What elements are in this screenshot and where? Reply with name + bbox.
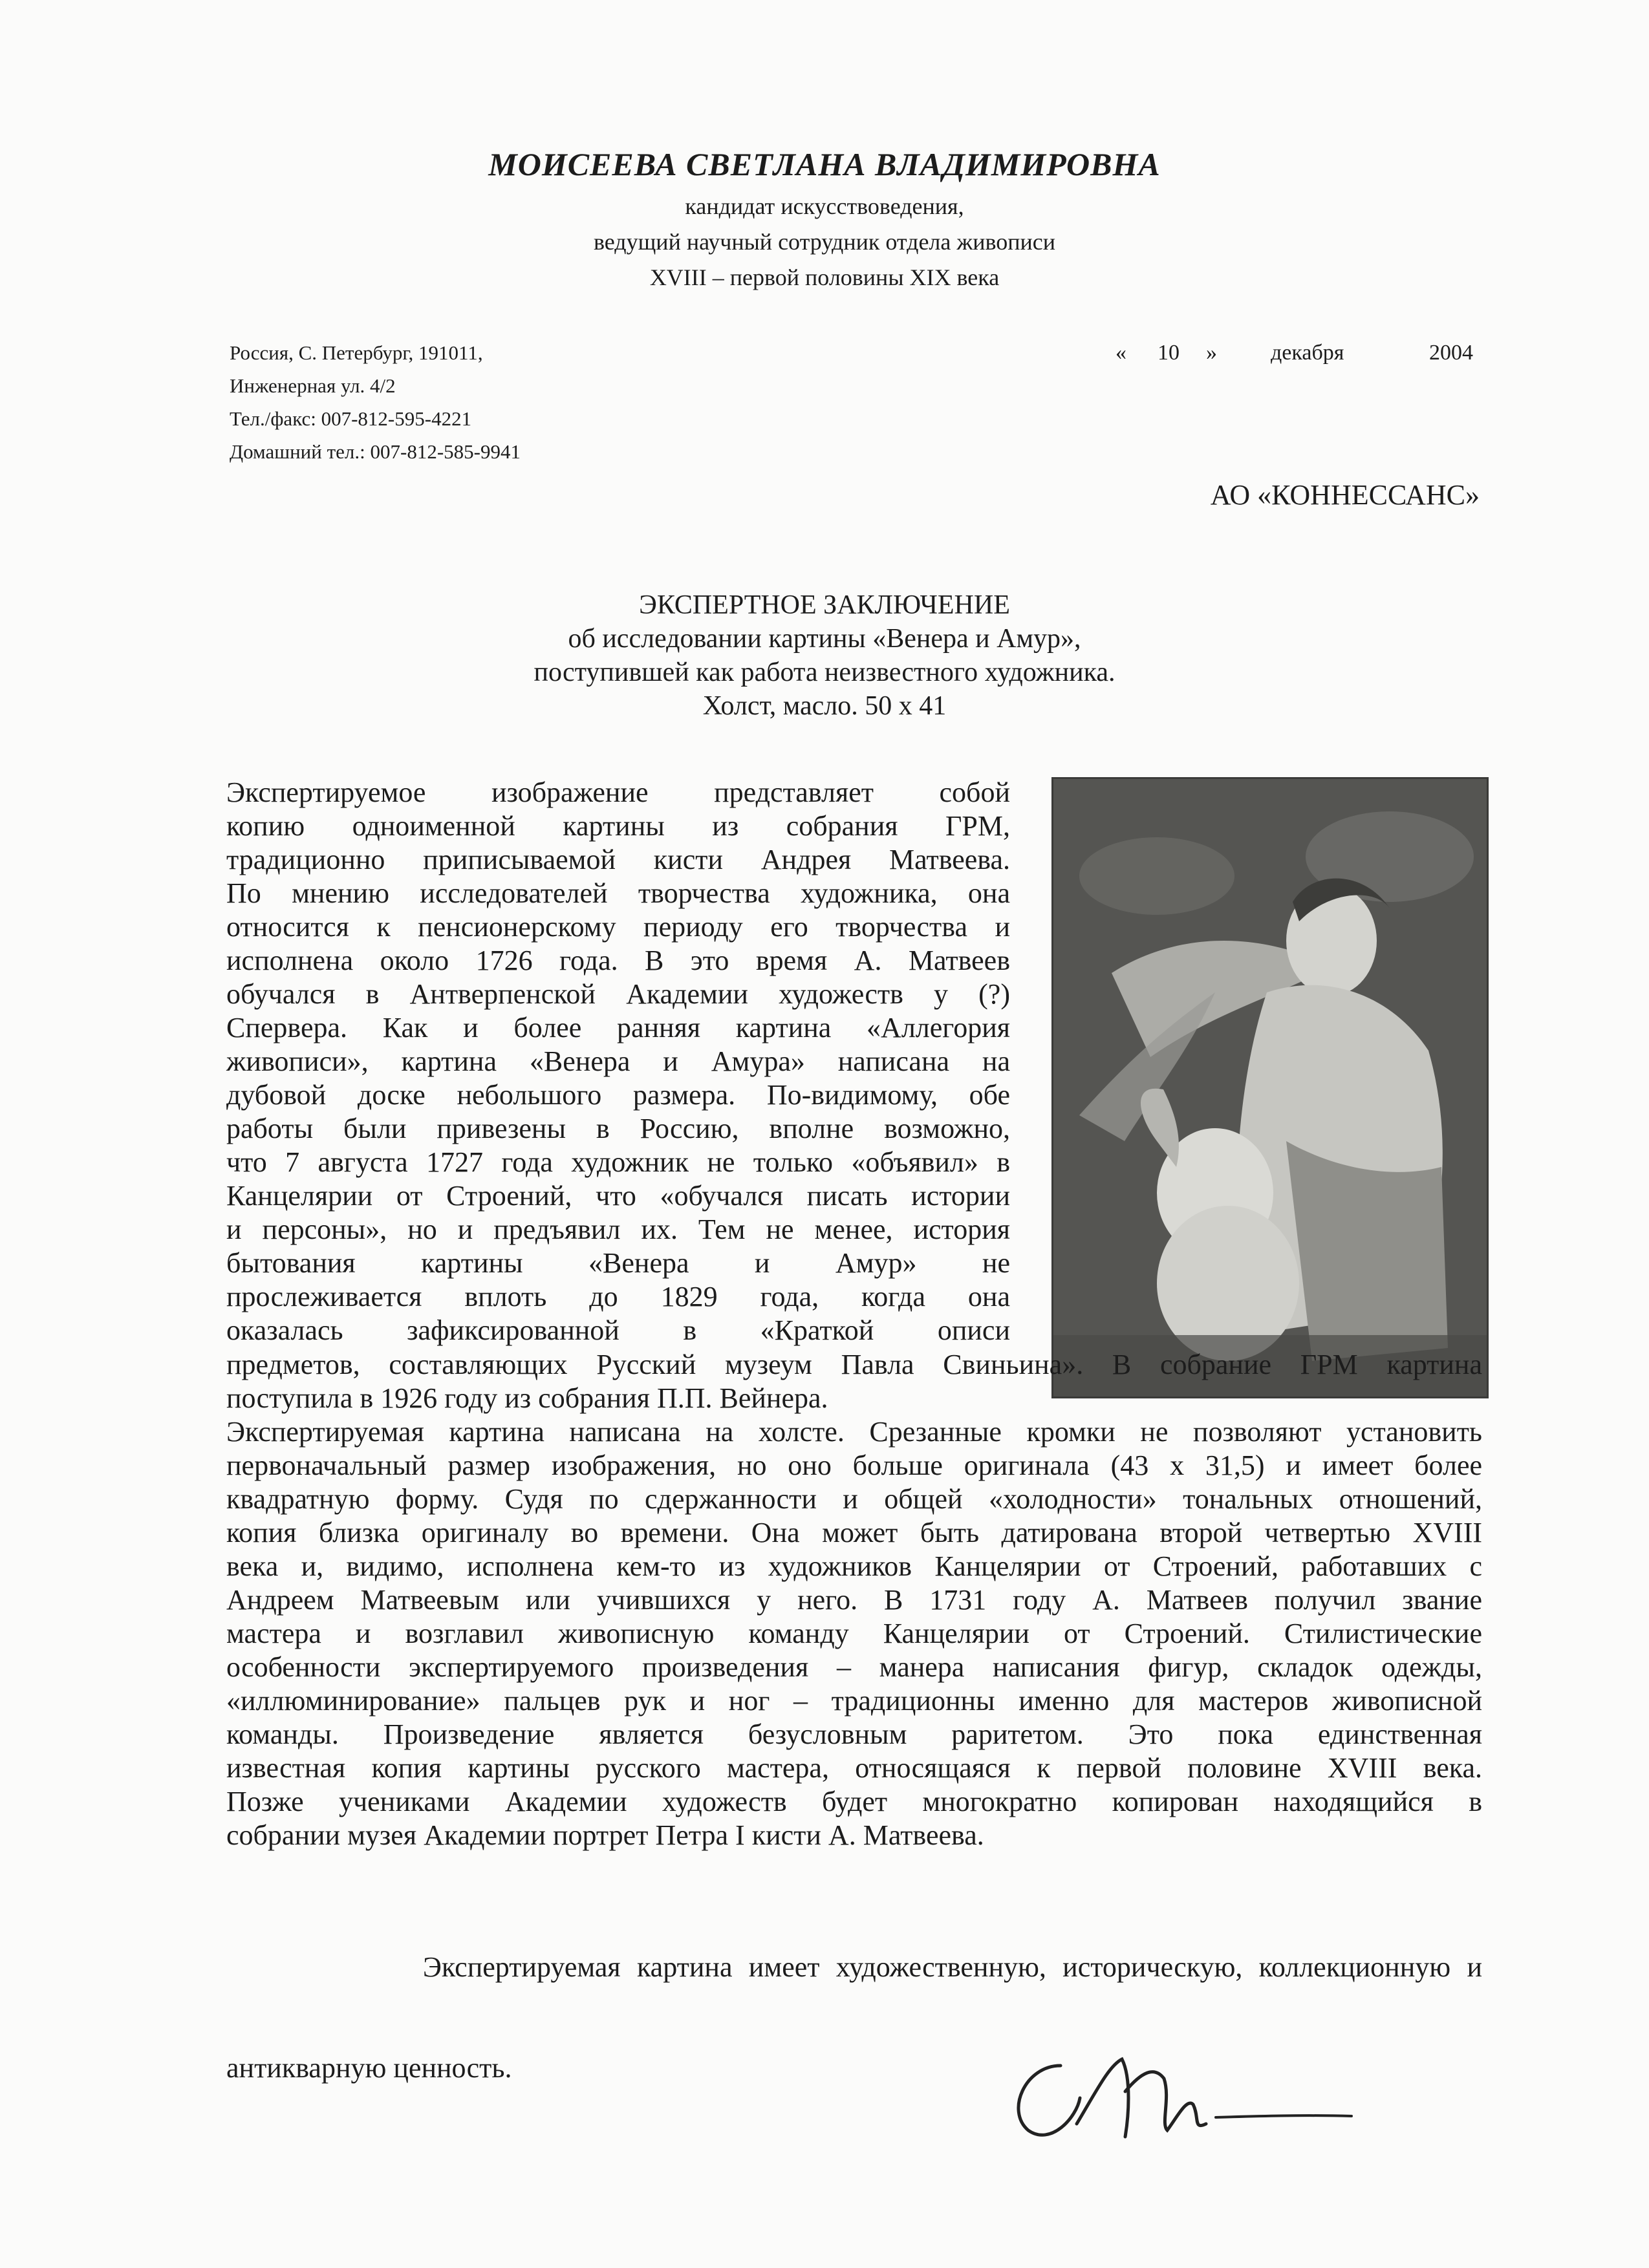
credentials-line: кандидат искусствоведения, <box>685 193 964 219</box>
date-month: декабря <box>1271 341 1344 365</box>
text-line: Канцелярии от Строений, что «обучался писать истории <box>226 1180 1010 1212</box>
heading-medium: Холст, масло. 50 х 41 <box>702 691 947 721</box>
text-line: Экспертируемая картина написана на холсте. Срезанные кромки не позволяют установить <box>226 1416 1482 1448</box>
author-credentials <box>0 189 1649 295</box>
text-line: живописи», картина «Венера и Амура» написана на <box>226 1045 1010 1077</box>
text-line: что 7 августа 1727 года художник не только «объявил» в <box>226 1146 1010 1178</box>
handwritten-signature <box>999 2040 1361 2150</box>
text-line: Позже учениками Академии художеств будет многократно копирован находящийся в <box>226 1786 1482 1817</box>
text-line: работы были привезены в Россию, вполне возможно, <box>226 1113 1010 1144</box>
address-line: Инженерная ул. 4/2 <box>230 374 396 397</box>
credentials-line: XVIII – первой половины XIX века <box>649 264 1000 290</box>
painting-illustration <box>1053 779 1487 1396</box>
painting-image <box>1051 777 1489 1398</box>
text-line: особенности экспертируемого произведения – манера написания фигур, складок одежды, <box>226 1651 1482 1683</box>
heading-provenance: поступившей как работа неизвестного художника. <box>534 658 1116 687</box>
text-line: дубовой доске небольшого размера. По-видимому, обе <box>226 1079 1010 1111</box>
text-line: исполнена около 1726 года. В это время А. Матвеев <box>226 945 1010 976</box>
text-line: обучался в Антверпенской Академии художеств у (?) <box>226 978 1010 1010</box>
text-line: традиционно приписываемой кисти Андрея Матвеева. <box>226 844 1010 875</box>
text-line: квадратную форму. Судя по сдержанности и общей «холодности» тональных отношений, <box>226 1483 1482 1515</box>
text-line: поступила в 1926 году из собрания П.П. Вейнера. <box>226 1382 828 1414</box>
text-line: «иллюминирование» пальцев рук и ног – традиционны именно для мастеров живописной <box>226 1685 1482 1717</box>
text-line: Спервера. Как и более ранняя картина «Аллегория <box>226 1012 1010 1043</box>
address-line: Домашний тел.: 007-812-585-9941 <box>230 440 521 463</box>
text-line: По мнению исследователей творчества художника, она <box>226 877 1010 909</box>
text-line: копию одноименной картины из собрания ГРМ, <box>226 810 1010 842</box>
date-day: 10 <box>1158 341 1180 365</box>
text-line: Экспертируемое изображение представляет собой <box>226 776 1010 808</box>
credentials-line: ведущий научный сотрудник отдела живописи <box>593 229 1056 255</box>
document-heading <box>0 588 1649 723</box>
text-line: антикварную ценность. <box>226 2052 512 2084</box>
paragraph-analysis <box>226 1415 1482 1852</box>
text-line: и персоны», но и предъявил их. Тем не менее, история <box>226 1214 1010 1245</box>
text-line: собрании музея Академии портрет Петра I кисти А. Матвеева. <box>226 1819 984 1851</box>
text-line: копия близка оригиналу во времени. Она может быть датирована второй четвертью XVIII <box>226 1517 1482 1548</box>
text-line: команды. Произведение является безусловным раритетом. Это пока единственная <box>226 1718 1482 1750</box>
heading-subject: об исследовании картины «Венера и Амур», <box>568 624 1081 654</box>
text-line: Андреем Матвеевым или учившихся у него. В 1731 году А. Матвеев получил звание <box>226 1584 1482 1616</box>
text-line: мастера и возглавил живописную команду Канцелярии от Строений. Стилистические <box>226 1618 1482 1649</box>
text-line: бытования картины «Венера и Амур» не <box>226 1247 1010 1279</box>
text-line: прослеживается вплоть до 1829 года, когда она <box>226 1281 1010 1312</box>
text-line: века и, видимо, исполнена кем-то из художников Канцелярии от Строений, работавших с <box>226 1550 1482 1582</box>
text-line: предметов, составляющих Русский музеум Павла Свиньина». В собрание ГРМ картина <box>226 1349 1482 1380</box>
sender-address <box>230 336 521 468</box>
text-line: первоначальный размер изображения, но оно больше оригинала (43 х 31,5) и имеет более <box>226 1450 1482 1481</box>
text-line: оказалась зафиксированной в «Краткой описи <box>226 1314 1010 1346</box>
paragraph-continuation <box>226 1348 1482 1415</box>
heading-title: ЭКСПЕРТНОЕ ЗАКЛЮЧЕНИЕ <box>639 590 1010 620</box>
date-open-quote: « <box>1116 341 1126 365</box>
text-line: известная копия картины русского мастера, относящаяся к первой половине XVIII века. <box>226 1752 1482 1784</box>
date-close-quote: » <box>1206 341 1217 365</box>
address-line: Тел./факс: 007-812-595-4221 <box>230 407 472 430</box>
text-line: Экспертируемая картина имеет художественную, историческую, коллекционную и <box>226 1951 1482 1983</box>
address-line: Россия, С. Петербург, 191011, <box>230 341 483 364</box>
text-line: относится к пенсионерскому периоду его творчества и <box>226 911 1010 943</box>
date-year: 2004 <box>1429 341 1473 365</box>
signature-drawing <box>999 2040 1361 2150</box>
recipient: АО «КОННЕССАНС» <box>1210 479 1480 511</box>
author-name: МОИСЕЕВА СВЕТЛАНА ВЛАДИМИРОВНА <box>488 146 1161 182</box>
paragraph-wrapped <box>226 776 1010 1347</box>
